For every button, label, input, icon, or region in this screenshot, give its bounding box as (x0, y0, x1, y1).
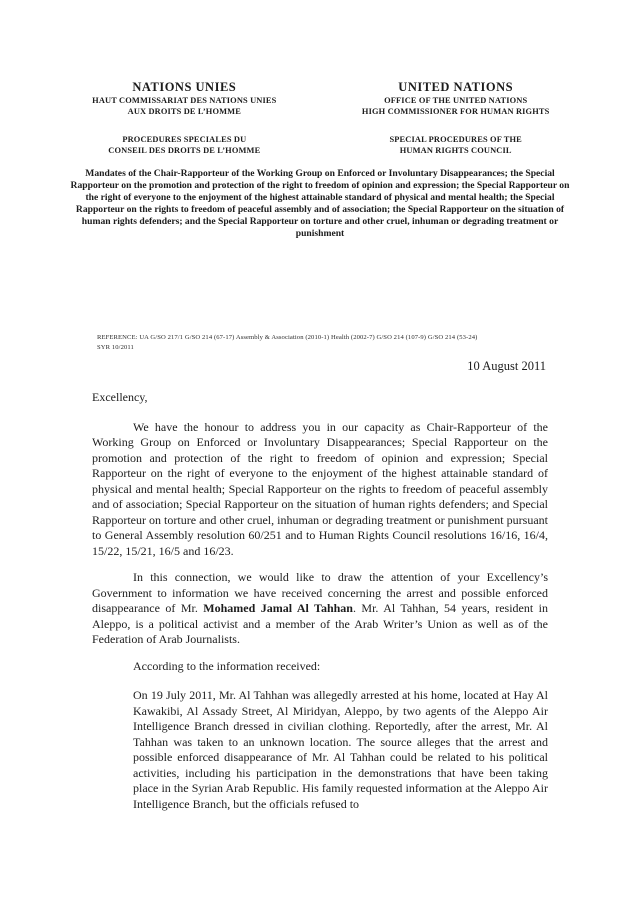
letterhead-french-org-line2: AUX DROITS DE L’HOMME (127, 107, 241, 116)
allegation-paragraph: On 19 July 2011, Mr. Al Tahhan was allegedly arrested at his home, located at Hay Al Kawakibi, Al Assady Street, Al Miridyan, Aleppo, by two agents of the Aleppo Air Intelligence Branch dressed in civilian clothing. Reportedly, after the arrest, Mr. Al Tahhan was taken to an unknown location. The source alleges that the arrest and possible enforced disappearance of Mr. Al Tahhan could be related to his political activities, including his participation in the demonstrations that have been taking place in the Syrian Arab Republic. His family requested information at the Aleppo Air Intelligence Branch, but the officials refused to (133, 688, 548, 811)
case-paragraph (92, 570, 548, 648)
letterhead-english-org-line1: OFFICE OF THE UNITED NATIONS (384, 96, 528, 105)
letterhead-english-dept-line2: HUMAN RIGHTS COUNCIL (399, 146, 512, 155)
letterhead-french-org-line1: HAUT COMMISSARIAT DES NATIONS UNIES (92, 96, 277, 105)
case-paragraph-intro: In this connection, we would like to draw the attention of your Excellency’s Government to information we have received concerning the arrest and possible enforced disappearance of Mr. (92, 570, 548, 615)
case-paragraph-rest: . Mr. Al Tahhan, 54 years, resident in Aleppo, is a political activist and a member of the Arab Writer’s Union as well as of the Federation of Arab Journalists. (92, 601, 548, 646)
reference-line: REFERENCE: UA G/SO 217/1 G/SO 214 (67-17) Assembly & Association (2010-1) Health (2002-7) G/SO 214 (107-9) G/SO 214 (53-24) (97, 334, 478, 341)
letterhead-french-title: NATIONS UNIES (132, 80, 237, 94)
letterhead (0, 81, 640, 156)
lead-in-line: According to the information received: (133, 658, 321, 673)
letterhead-french-dept-line1: PROCEDURES SPECIALES DU (122, 135, 247, 144)
opening-paragraph: We have the honour to address you in our capacity as Chair-Rapporteur of the Working Group on Enforced or Involuntary Disappearances; Special Rapporteur on the promotion and protection of the right to freedom of opinion and expression; Special Rapporteur on the right of everyone to the enjoyment of the highest attainable standard of physical and mental health; Special Rapporteur on the rights to freedom of peaceful assembly and of association; Special Rapporteur on the situation of human rights defenders; and Special Rapporteur on torture and other cruel, inhuman or degrading treatment or punishment pursuant to General Assembly resolution 60/251 and to Human Rights Council resolutions 16/16, 16/4, 15/22, 15/21, 16/5 and 16/23. (92, 419, 548, 558)
letterhead-french (64, 81, 305, 156)
letter-date: 10 August 2011 (467, 359, 546, 373)
case-number: SYR 10/2011 (97, 344, 134, 351)
letterhead-english (335, 81, 576, 156)
letterhead-english-org-line2: HIGH COMMISSIONER FOR HUMAN RIGHTS (361, 107, 550, 116)
mandates-paragraph: Mandates of the Chair-Rapporteur of the Working Group on Enforced or Involuntary Disappearances; the Special Rapporteur on the promotion and protection of the right to freedom of opinion and expression; the Special Rapporteur on the right of everyone to the enjoyment of the highest attainable standard of physical and mental health; the Special Rapporteur on the rights to freedom of peaceful assembly and of association; the Special Rapporteur on the situation of human rights defenders; and the Special Rapporteur on torture and other cruel, inhuman or degrading treatment or punishment (70, 168, 570, 239)
letterhead-english-title: UNITED NATIONS (398, 80, 514, 94)
letterhead-english-dept-line1: SPECIAL PROCEDURES OF THE (389, 135, 522, 144)
reference-block (97, 333, 640, 353)
letter-body (92, 390, 548, 812)
salutation: Excellency, (92, 390, 148, 404)
letterhead-french-dept-line2: CONSEIL DES DROITS DE L’HOMME (108, 146, 261, 155)
subject-name: Mohamed Jamal Al Tahhan (203, 601, 353, 615)
